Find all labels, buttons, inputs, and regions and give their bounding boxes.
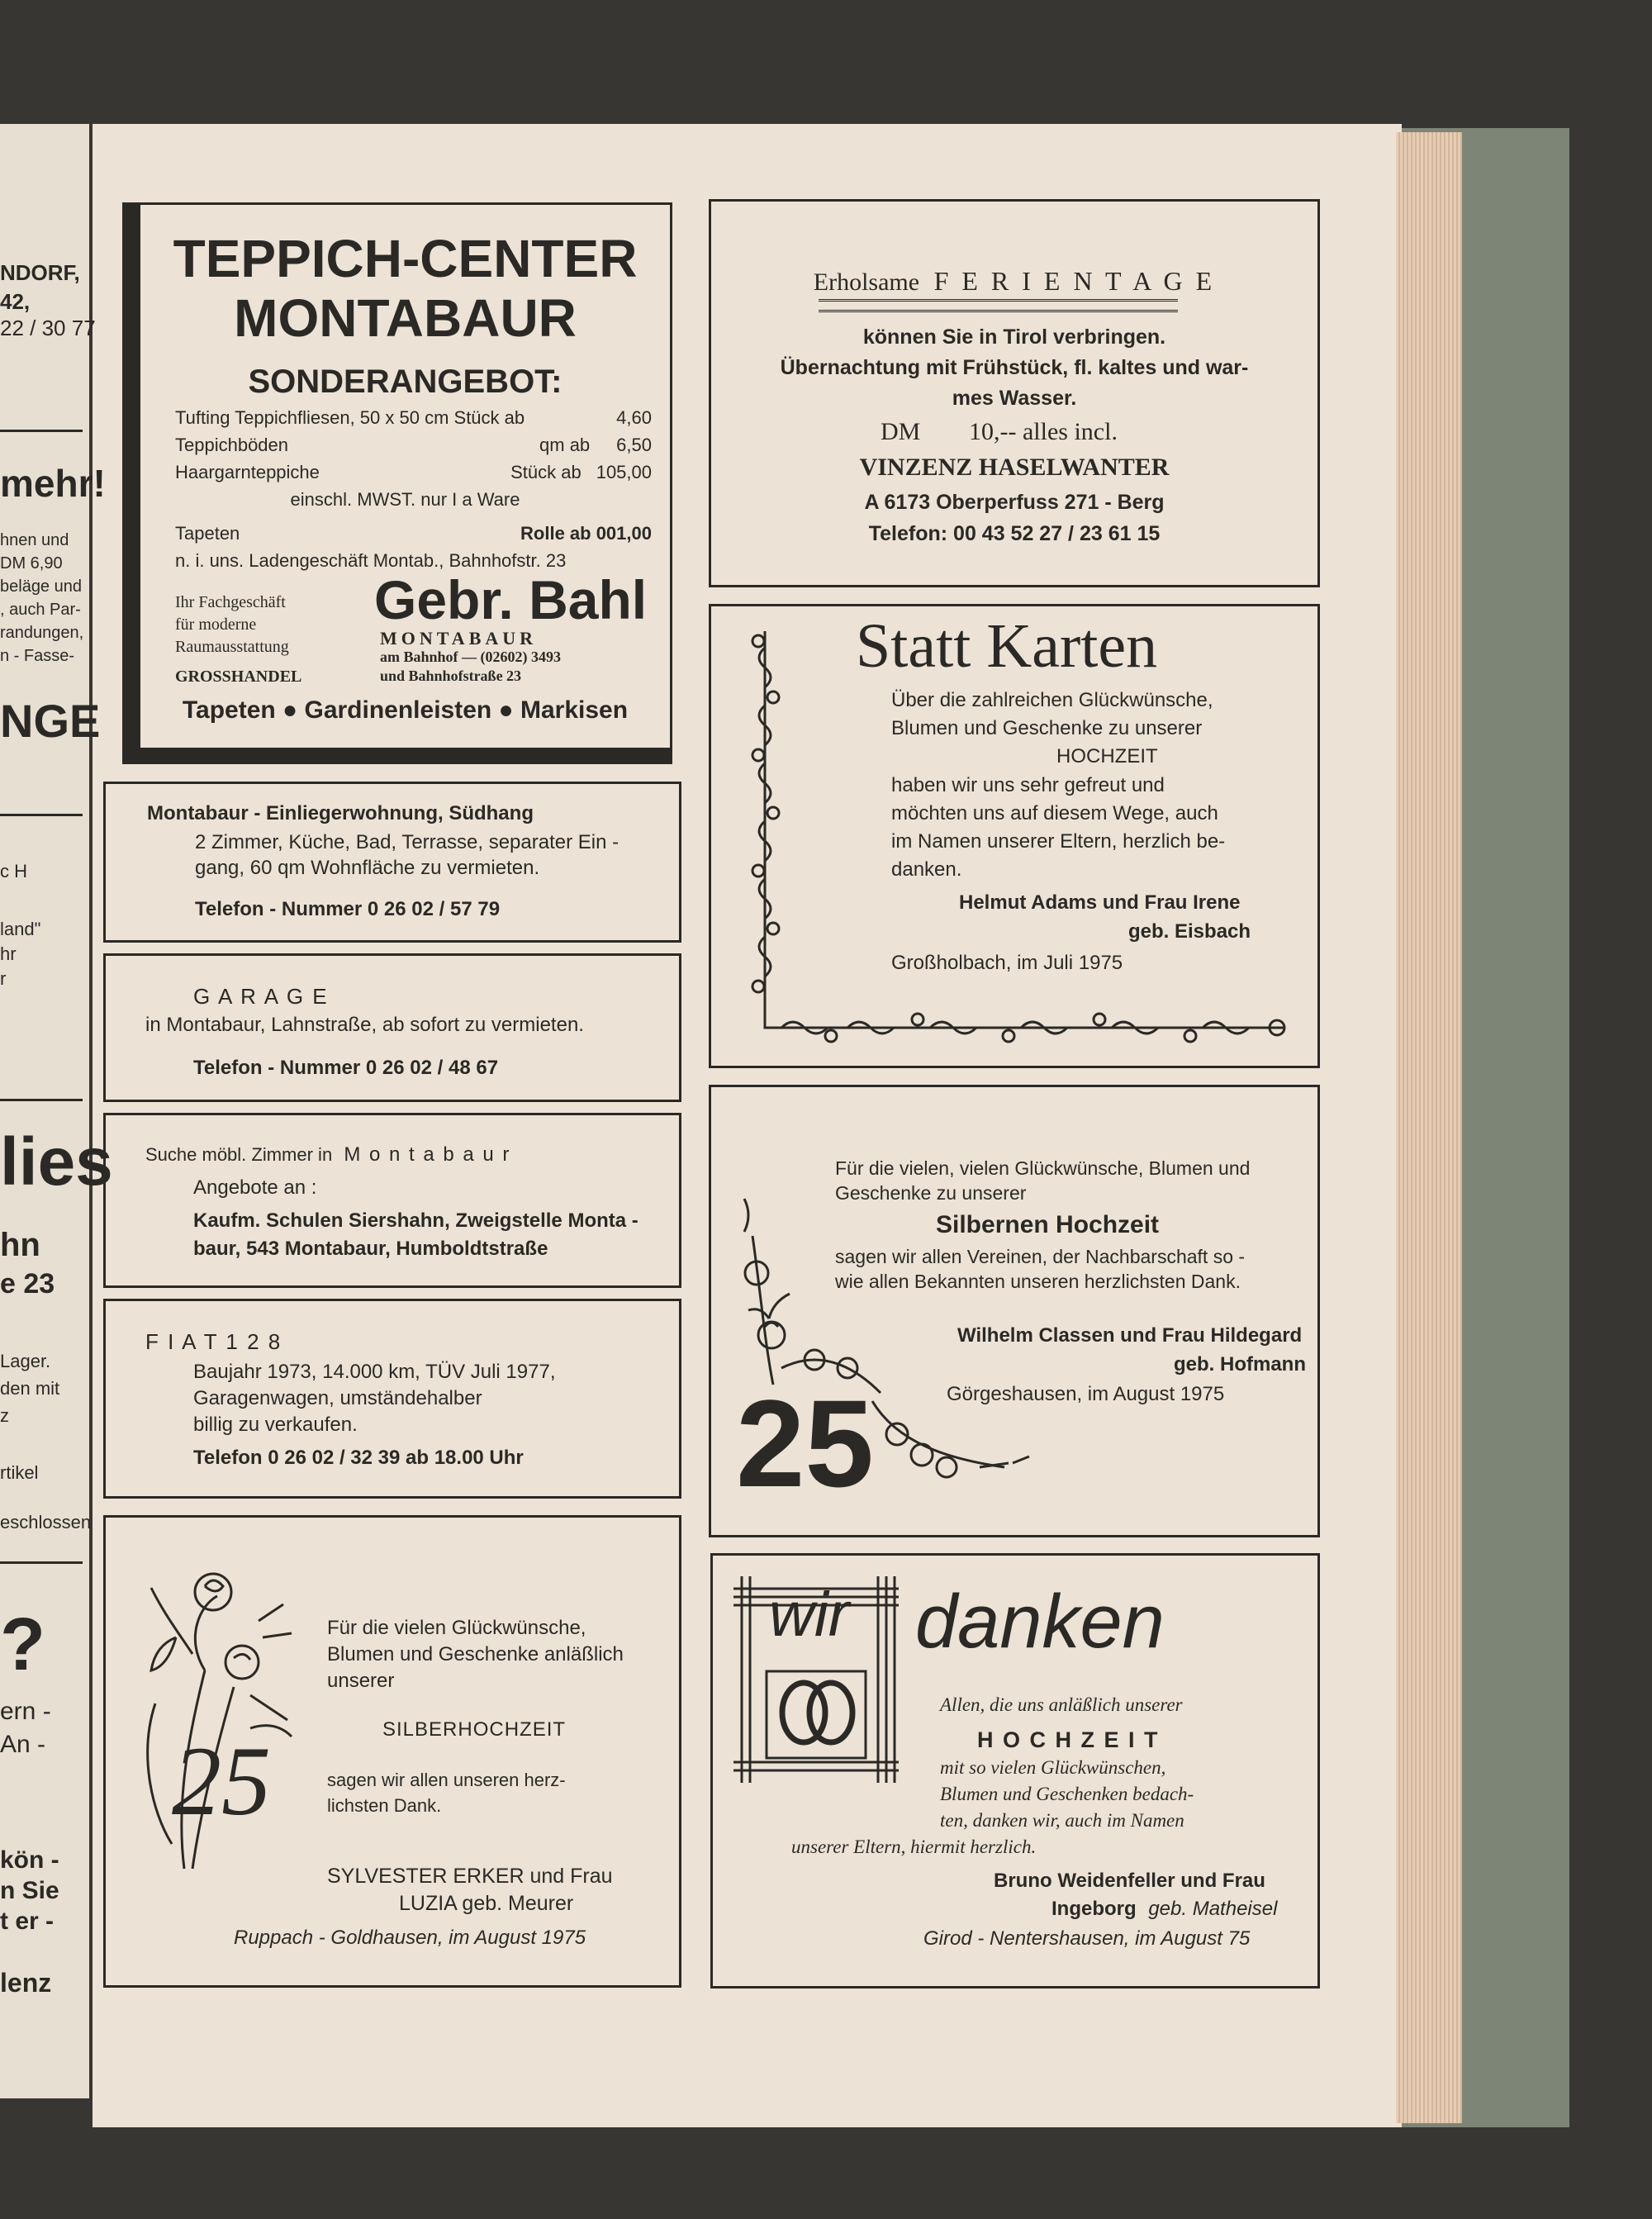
ad-script-title: danken xyxy=(915,1580,1165,1664)
ad-text: sagen wir allen Vereinen, der Nachbarschaft so - xyxy=(835,1246,1246,1267)
ad-signature: Wilhelm Classen und Frau Hildegard xyxy=(957,1324,1303,1347)
ad-headline-emphasis: F E R I E N T A G E xyxy=(933,266,1216,296)
ad-headline: Erholsame xyxy=(813,268,920,296)
page-edges xyxy=(1396,132,1462,2123)
ad-text: Baujahr 1973, 14.000 km, TÜV Juli 1977, xyxy=(193,1361,556,1383)
ad-place-date: Ruppach - Goldhausen, im August 1975 xyxy=(234,1927,586,1949)
ad-text: Angebote an : xyxy=(193,1176,317,1199)
left-text: 42, xyxy=(0,289,31,314)
left-text: z xyxy=(0,1405,9,1426)
left-text: An - xyxy=(0,1731,46,1758)
price-row xyxy=(175,462,652,483)
ad-text: mes Wasser. xyxy=(952,387,1077,410)
ad-headline-city: M o n t a b a u r xyxy=(344,1143,511,1166)
price-row xyxy=(175,407,652,429)
price-row xyxy=(175,523,652,544)
ad-phone: Telefon: 00 43 52 27 / 23 61 15 xyxy=(868,522,1161,545)
ad-headline: H O C H Z E I T xyxy=(977,1727,1160,1752)
classified-ad-zimmer xyxy=(103,1113,681,1288)
price-value: Rolle ab 001,00 xyxy=(520,523,652,544)
ad-place-date: Görgeshausen, im August 1975 xyxy=(947,1383,1225,1405)
left-text: beläge und xyxy=(0,577,82,596)
anniversary-ad-silbern xyxy=(709,1085,1320,1537)
left-text: den mit xyxy=(0,1378,60,1399)
ad-text: Blumen und Geschenke zu unserer xyxy=(891,717,1203,739)
price-label: Haargarnteppiche xyxy=(175,462,320,482)
ad-text: in Montabaur, Lahnstraße, ab sofort zu vermieten. xyxy=(145,1014,584,1036)
ad-signature: geb. Hofmann xyxy=(1174,1353,1306,1376)
ad-text: sagen wir allen unseren herz- xyxy=(327,1770,566,1790)
ad-text: Geschenke zu unserer xyxy=(835,1182,1027,1204)
ad-signature: LUZIA geb. Meurer xyxy=(399,1892,574,1915)
ad-headline: Silbernen Hochzeit xyxy=(936,1211,1160,1238)
ad-text: mit so vielen Glückwünschen, xyxy=(940,1757,1166,1778)
left-text: hn xyxy=(0,1227,40,1263)
left-text: land" xyxy=(0,919,41,939)
left-text: eschlossen xyxy=(0,1512,92,1532)
left-text: mehr! xyxy=(0,462,106,505)
left-text: c H xyxy=(0,861,27,881)
ad-place-date: Girod - Nentershausen, im August 75 xyxy=(923,1927,1251,1950)
price-value: 6,50 xyxy=(616,435,652,455)
ad-headline: G A R A G E xyxy=(193,984,329,1009)
left-text: hr xyxy=(0,943,17,964)
ad-phone: Telefon 0 26 02 / 32 39 ab 18.00 Uhr xyxy=(193,1447,524,1469)
price-value: 105,00 xyxy=(596,462,652,482)
ad-text: ten, danken wir, auch im Namen xyxy=(940,1810,1184,1831)
left-text: randungen, xyxy=(0,624,84,642)
ad-signature: Helmut Adams und Frau Irene xyxy=(959,891,1241,914)
ad-headline: F I A T 1 2 8 xyxy=(145,1329,282,1354)
ad-text: Kaufm. Schulen Siershahn, Zweigstelle Monta - xyxy=(193,1209,638,1232)
left-rule xyxy=(0,814,83,816)
price-row xyxy=(175,435,652,456)
ad-text: Für die vielen Glückwünsche, xyxy=(327,1617,586,1639)
left-text: rtikel xyxy=(0,1462,39,1483)
ad-script-title: Statt Karten xyxy=(856,611,1158,681)
ad-price-currency: DM xyxy=(881,418,921,445)
classified-ad-wohnung xyxy=(103,782,681,943)
ad-price: 10,-- alles incl. xyxy=(969,418,1118,445)
ad-footer: Tapeten ● Gardinenleisten ● Markisen xyxy=(182,696,629,724)
ad-text: Allen, die uns anläßlich unserer xyxy=(940,1694,1183,1715)
left-rule xyxy=(0,1099,83,1101)
ad-script-title: wir xyxy=(769,1580,850,1650)
ad-text: lichsten Dank. xyxy=(327,1795,442,1816)
ad-text: Blumen und Geschenke anläßlich xyxy=(327,1643,624,1665)
ad-text: Über die zahlreichen Glückwünsche, xyxy=(891,689,1213,711)
ad-text: möchten uns auf diesem Wege, auch xyxy=(891,802,1218,824)
anniversary-number: 25 xyxy=(172,1726,271,1836)
ad-text: 2 Zimmer, Küche, Bad, Terrasse, separater Ein - xyxy=(195,831,620,853)
ad-text: gang, 60 qm Wohnfläche zu vermieten. xyxy=(195,857,540,879)
ad-text: einschl. MWST. nur I a Ware xyxy=(290,489,520,510)
left-rule xyxy=(0,1561,83,1564)
ad-phone: Telefon - Nummer 0 26 02 / 57 79 xyxy=(195,898,501,920)
wedding-thanks-ad-karten xyxy=(709,604,1320,1068)
ad-signature: VINZENZ HASELWANTER xyxy=(859,454,1170,481)
ad-headline: Montabaur - Einliegerwohnung, Südhang xyxy=(147,802,534,824)
teppich-center-ad xyxy=(122,202,672,764)
ad-text: HOCHZEIT xyxy=(1056,745,1158,767)
left-text: 22 / 30 77 xyxy=(0,316,96,340)
ad-text: Blumen und Geschenken bedach- xyxy=(940,1784,1194,1804)
classified-ad-fiat xyxy=(103,1299,681,1499)
ad-signature: Ingeborg xyxy=(1051,1898,1137,1920)
brand-logo: Gebr. Bahl xyxy=(374,569,648,630)
ad-text: billig zu verkaufen. xyxy=(193,1414,358,1436)
ad-place-date: Großholbach, im Juli 1975 xyxy=(891,952,1123,974)
price-label: Teppichböden xyxy=(175,435,289,455)
anniversary-number: 25 xyxy=(736,1374,874,1513)
ad-address: A 6173 Oberperfuss 271 - Berg xyxy=(864,491,1165,514)
ad-text: unserer xyxy=(327,1670,395,1692)
left-text: , auch Par- xyxy=(0,601,81,619)
ad-text: GROSSHANDEL xyxy=(175,668,302,686)
left-text: e 23 xyxy=(0,1268,55,1300)
ad-text: baur, 543 Montabaur, Humboldtstraße xyxy=(193,1238,548,1260)
ad-text: Ihr Fachgeschäft xyxy=(175,593,286,611)
price-unit: qm ab xyxy=(539,435,591,455)
ad-text: n. i. uns. Ladengeschäft Montab., Bahnhofstr. 23 xyxy=(175,550,567,571)
wedding-thanks-ad-danken xyxy=(710,1553,1320,1989)
ad-signature: SYLVESTER ERKER und Frau xyxy=(327,1865,613,1888)
ad-headline-row xyxy=(711,266,1317,297)
ad-text: Raumausstattung xyxy=(175,638,289,656)
ad-signature: geb. Eisbach xyxy=(1128,920,1251,943)
left-text: n - Fasse- xyxy=(0,647,75,665)
ad-headline: Suche möbl. Zimmer in xyxy=(145,1144,333,1165)
classified-ad-garage xyxy=(103,953,681,1102)
ad-text: haben wir uns sehr gefreut und xyxy=(891,774,1165,796)
ad-text: Übernachtung mit Frühstück, fl. kaltes und war- xyxy=(780,356,1249,379)
left-text: DM 6,90 xyxy=(0,554,63,573)
ad-subtitle: SONDERANGEBOT: xyxy=(248,363,563,400)
left-text: kön - xyxy=(0,1846,59,1874)
ad-headline-row xyxy=(145,1143,510,1167)
price-label: Tapeten xyxy=(175,523,240,544)
ad-title: MONTABAUR xyxy=(234,288,577,348)
left-text: t er - xyxy=(0,1908,55,1935)
left-text: ern - xyxy=(0,1698,51,1725)
brand-address: am Bahnhof — (02602) 3493 xyxy=(380,649,562,665)
left-text: NDORF, xyxy=(0,260,80,285)
brand-city: MONTABAUR xyxy=(380,628,538,649)
left-text: NGE xyxy=(0,695,101,747)
left-text: ? xyxy=(0,1604,45,1686)
brand-address: und Bahnhofstraße 23 xyxy=(380,668,522,684)
price-label: Tufting Teppichfliesen, 50 x 50 cm Stück ab xyxy=(175,407,525,428)
price-unit: Stück ab xyxy=(510,462,582,482)
ad-text: Für die vielen, vielen Glückwünsche, Blumen und xyxy=(835,1157,1251,1179)
double-underline xyxy=(819,299,1178,312)
left-text: r xyxy=(0,968,7,989)
anniversary-ad-erker xyxy=(103,1515,681,1988)
left-page-fragment xyxy=(0,124,113,2098)
left-text: lenz xyxy=(0,1968,52,1998)
ad-text: unserer Eltern, hiermit herzlich. xyxy=(791,1836,1037,1857)
ad-text: für moderne xyxy=(175,615,257,634)
ad-text: danken. xyxy=(891,858,962,881)
ad-signature: geb. Matheisel xyxy=(1148,1898,1278,1920)
left-rule xyxy=(0,430,83,432)
left-text: hnen und xyxy=(0,531,69,549)
holiday-ad-ferien xyxy=(709,199,1320,587)
ad-text: Garagenwagen, umständehalber xyxy=(193,1387,482,1409)
ad-text: im Namen unserer Eltern, herzlich be- xyxy=(891,830,1226,853)
ad-signature-row xyxy=(1051,1898,1277,1921)
ad-text: können Sie in Tirol verbringen. xyxy=(862,325,1166,349)
left-text: n Sie xyxy=(0,1877,59,1904)
price-value: 4,60 xyxy=(616,407,652,428)
left-text: lies xyxy=(0,1124,113,1200)
ad-signature: Bruno Weidenfeller und Frau xyxy=(994,1870,1265,1892)
ad-phone: Telefon - Nummer 0 26 02 / 48 67 xyxy=(193,1057,499,1079)
ad-text: wie allen Bekannten unseren herzlichsten Dank. xyxy=(835,1271,1241,1292)
ad-title: TEPPICH-CENTER xyxy=(173,229,638,288)
left-text: Lager. xyxy=(0,1351,51,1371)
ad-text: SILBERHOCHZEIT xyxy=(382,1718,567,1741)
